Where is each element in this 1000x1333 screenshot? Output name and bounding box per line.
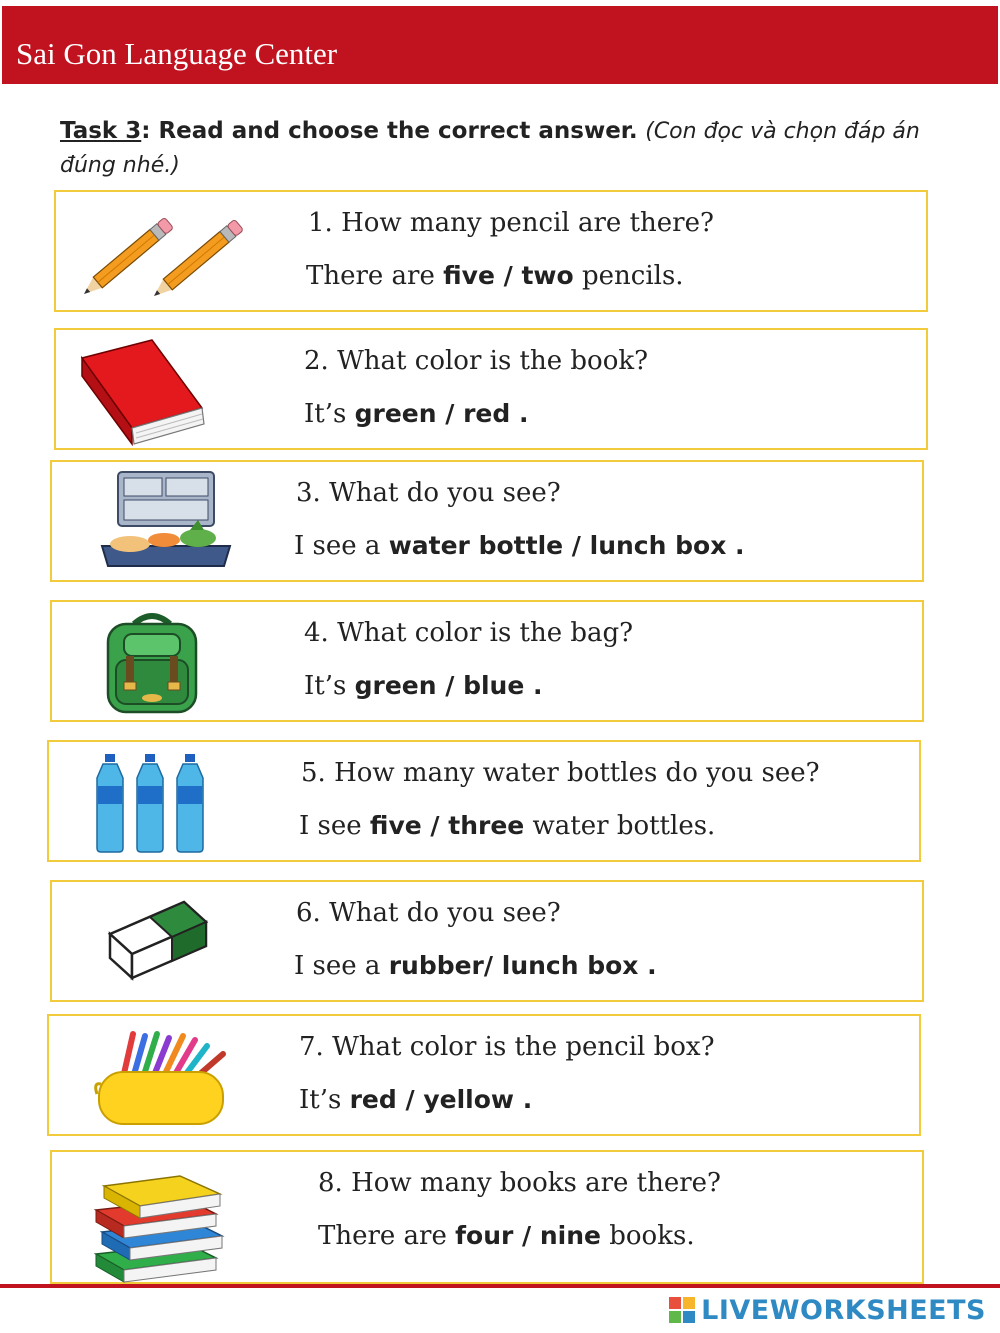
answer-suffix: . (510, 399, 529, 428)
answer-prefix: There are (306, 261, 444, 291)
option-yellow[interactable]: yellow (423, 1085, 514, 1114)
backpack-icon (98, 610, 206, 716)
answer-suffix: . (726, 531, 745, 560)
logo-squares-icon (669, 1297, 695, 1323)
option-separator: / (494, 261, 522, 290)
answer-line (299, 1083, 532, 1117)
question-text: 1. How many pencil are there? (308, 208, 714, 238)
option-five[interactable]: five (369, 811, 422, 840)
question-card-4 (50, 600, 924, 722)
pencils-icon (78, 210, 248, 302)
header-bar (2, 6, 998, 84)
question-text: 8. How many books are there? (318, 1168, 721, 1198)
option-separator: / (436, 399, 464, 428)
answer-line (294, 529, 745, 563)
answer-suffix: water bottles. (524, 811, 716, 841)
option-separator: / (421, 811, 449, 840)
liveworksheets-logo[interactable] (669, 1293, 986, 1327)
option-five[interactable]: five (443, 261, 495, 290)
answer-suffix: . (514, 1085, 533, 1114)
option-two[interactable]: two (521, 261, 574, 290)
question-text: 5. How many water bottles do you see? (301, 758, 820, 788)
answer-suffix: pencils. (573, 261, 684, 291)
answer-line (304, 669, 543, 703)
question-card-1 (54, 190, 928, 312)
option-green[interactable]: green (354, 399, 437, 428)
answer-prefix: I see a (294, 951, 389, 981)
question-text: 4. What color is the bag? (304, 618, 634, 648)
answer-prefix: It’s (304, 671, 355, 701)
answer-line (294, 949, 657, 983)
logo-text: LIVEWORKSHEETS (701, 1294, 986, 1326)
answer-suffix: . (524, 671, 543, 700)
option-lunch-box[interactable]: lunch box (501, 951, 639, 980)
answer-suffix: . (638, 951, 657, 980)
option-red[interactable]: red (463, 399, 511, 428)
water-bottles-icon (95, 752, 215, 854)
lunch-box-icon (98, 468, 234, 572)
option-red[interactable]: red (349, 1085, 397, 1114)
option-water-bottle[interactable]: water bottle (388, 531, 564, 560)
option-blue[interactable]: blue (463, 671, 525, 700)
option-nine[interactable]: nine (539, 1221, 601, 1250)
task-number: Task 3 (60, 118, 142, 144)
question-card-7 (47, 1014, 921, 1136)
question-card-3 (50, 460, 924, 582)
answer-line (299, 809, 715, 843)
question-card-2 (54, 328, 928, 450)
question-card-6 (50, 880, 924, 1002)
question-card-5 (47, 740, 921, 862)
answer-line (318, 1219, 695, 1253)
answer-line (304, 397, 528, 431)
question-text: 6. What do you see? (296, 898, 561, 928)
task-text: : Read and choose the correct answer. (141, 118, 638, 144)
task-instruction (60, 114, 940, 182)
pencil-box-icon (93, 1028, 233, 1128)
answer-suffix: books. (601, 1221, 695, 1251)
answer-prefix: It’s (304, 399, 355, 429)
answer-prefix: I see (299, 811, 370, 841)
header-title: Sai Gon Language Center (16, 36, 338, 71)
task-note: (Con đọc và chọn đáp án đúng nhé.) (60, 119, 920, 178)
option-lunch-box[interactable]: lunch box (589, 531, 727, 560)
option-separator: / (513, 1221, 540, 1250)
question-text: 7. What color is the pencil box? (299, 1032, 715, 1062)
option-green[interactable]: green (354, 671, 437, 700)
answer-prefix: I see a (294, 531, 389, 561)
books-stack-icon (92, 1160, 228, 1284)
option-four[interactable]: four (455, 1221, 514, 1250)
option-separator (493, 951, 502, 980)
answer-prefix: There are (318, 1221, 456, 1251)
question-text: 2. What color is the book? (304, 346, 649, 376)
option-separator: / (396, 1085, 424, 1114)
option-three[interactable]: three (448, 811, 525, 840)
answer-line (306, 259, 684, 293)
option-separator: / (563, 531, 590, 560)
question-text: 3. What do you see? (296, 478, 561, 508)
rubber-icon (102, 892, 214, 986)
option-separator: / (436, 671, 464, 700)
answer-prefix: It’s (299, 1085, 350, 1115)
footer-divider (0, 1284, 1000, 1288)
option-rubber[interactable]: rubber/ (388, 951, 494, 980)
book-icon (78, 336, 208, 446)
question-card-8 (50, 1150, 924, 1284)
